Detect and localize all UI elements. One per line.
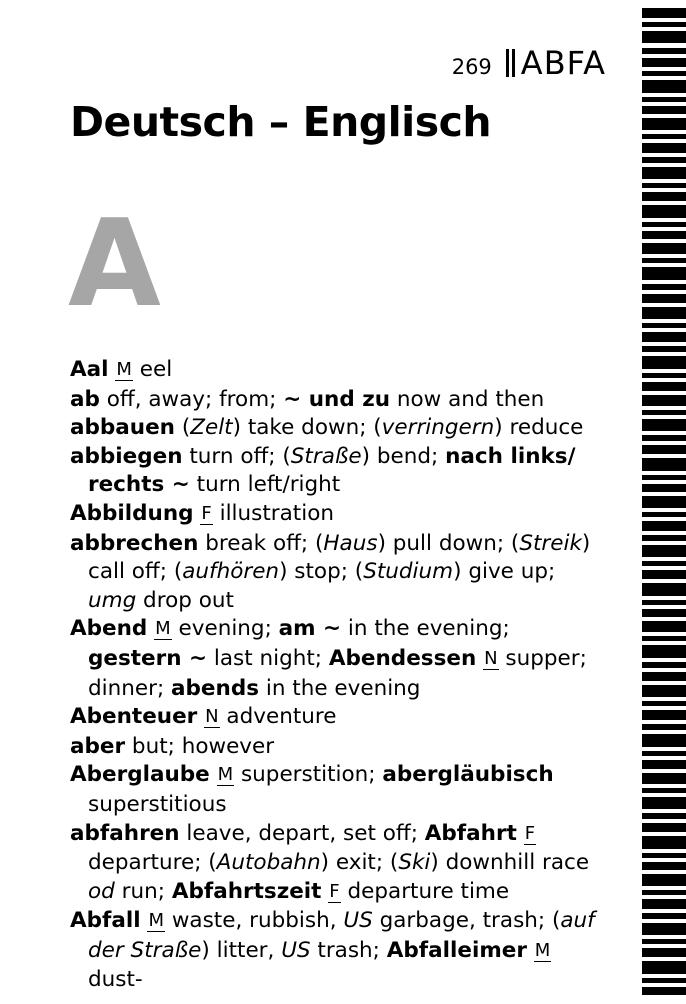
thumb-index-stripe (642, 978, 686, 983)
thumb-index-stripe (642, 323, 686, 328)
thumb-index-stripe (642, 134, 686, 139)
gender-marker: F (329, 880, 340, 902)
dictionary-entry (70, 733, 610, 762)
thumb-index-stripe (642, 561, 686, 566)
entry-headword: Abenteuer (70, 704, 198, 730)
thumb-index-stripe (642, 609, 686, 617)
thumb-index-stripe (642, 71, 686, 76)
thumb-index-stripe (642, 258, 686, 263)
gender-marker: M (155, 618, 171, 640)
thumb-index-stripe (642, 853, 686, 858)
thumb-index-stripe (642, 823, 686, 832)
entry-text: drop out (136, 587, 234, 613)
thumb-index-stripe (642, 346, 686, 352)
thumb-index-stripe (642, 118, 686, 130)
entry-headword: nach links/ rechts ~ (88, 443, 576, 498)
dictionary-entry (70, 820, 610, 908)
thumb-index-stripe (642, 222, 686, 227)
entry-italic-label: Straße (290, 443, 362, 469)
thumb-index-stripe (642, 751, 686, 756)
dictionary-entry (70, 386, 610, 415)
entry-text: ) call off; ( (88, 530, 591, 585)
entry-headword: Aberglaube (70, 762, 210, 788)
thumb-index-stripe (642, 243, 686, 254)
thumb-index-stripe (642, 48, 686, 54)
entry-headword: abbiegen (70, 443, 183, 469)
entry-headword: am ~ (278, 616, 342, 642)
thumb-index-stripe (642, 797, 686, 809)
entry-headword: aber (70, 733, 126, 759)
thumb-index-stripe (642, 58, 686, 67)
entry-italic-label: aufhören (182, 559, 280, 585)
thumb-index-stripe (642, 22, 686, 27)
thumb-index-stripe (642, 80, 686, 93)
entry-text: run; (114, 878, 172, 904)
thumb-index-stripe (642, 874, 686, 886)
entry-text: turn off; ( (182, 443, 291, 469)
thumb-index-stripe (642, 987, 686, 995)
entry-headword: Abbildung (70, 500, 194, 526)
running-head: ABFA (520, 44, 606, 82)
entry-italic-label: Ski (398, 850, 431, 876)
gender-marker: F (524, 822, 536, 844)
entry-text: trash; (310, 937, 387, 963)
thumb-index-stripe (642, 106, 686, 114)
entry-text: garbage, trash; ( (372, 908, 561, 934)
entry-text: adventure (219, 704, 337, 730)
entry-text: ) reduce (494, 415, 584, 441)
thumb-index-stripe (642, 382, 686, 391)
thumb-index-stripe (642, 701, 686, 706)
gender-marker: M (148, 910, 165, 932)
thumb-index-stripe (642, 788, 686, 793)
entry-headword: Aal (70, 357, 109, 382)
page-header (60, 44, 606, 86)
dictionary-entry (70, 615, 610, 703)
entry-headword: gestern ~ (88, 645, 208, 671)
thumb-index-stripe (642, 583, 686, 596)
entry-headword: Abfall (70, 908, 141, 934)
thumb-index-stripe (642, 475, 686, 480)
thumb-index-stripe (642, 899, 686, 909)
thumb-index-stripe (642, 734, 686, 747)
entry-text: off, away; from; (99, 386, 284, 412)
entry-text: ( (175, 415, 191, 441)
thumb-index-stripe (642, 836, 686, 849)
gender-marker: M (217, 764, 234, 786)
entry-text: break off; ( (198, 530, 324, 556)
entry-text: leave, depart, set off; (179, 820, 425, 846)
thumb-index-stripe (642, 332, 686, 342)
thumb-index-stripe (642, 662, 686, 668)
thumb-index-stripe (642, 685, 686, 697)
thumb-index-stripe (642, 8, 686, 18)
entry-italic-label: umg (88, 587, 137, 613)
thumb-index-stripe (642, 294, 686, 303)
thumb-index-stripe (642, 535, 686, 541)
entry-text: ) exit; ( (320, 850, 399, 876)
thumb-index-stripe (642, 157, 686, 163)
entry-italic-label: auf der Straße (88, 908, 595, 963)
entry-text: in the evening; (341, 616, 510, 642)
entry-text: ) pull down; ( (377, 530, 520, 556)
thumb-index-stripe (642, 97, 686, 102)
gender-marker: M (116, 359, 132, 380)
entry-text: supper; dinner; (88, 645, 587, 701)
dictionary-entry (70, 761, 610, 819)
entry-headword: abbrechen (70, 530, 199, 556)
thumb-index-stripe (642, 356, 686, 369)
thumb-index-stripe (642, 512, 686, 517)
thumb-index-stripe (642, 710, 686, 720)
entry-headword: abfahren (70, 820, 180, 846)
thumb-index-stripe (642, 939, 686, 944)
entry-italic-label: Autobahn (216, 850, 321, 876)
thumb-index-stripe (642, 961, 686, 974)
section-letter: A (68, 195, 161, 334)
entry-text: ) take down; ( (232, 415, 382, 441)
dictionary-entry (70, 443, 610, 500)
thumb-index-stripe (642, 600, 686, 605)
entry-text: turn left/right (189, 472, 341, 498)
entry-text: superstitious (88, 791, 227, 817)
entry-italic-label: Studium (363, 559, 454, 585)
thumb-index-stripe (642, 395, 686, 406)
dictionary-entry (70, 356, 610, 386)
thumb-index-stripe (642, 645, 686, 658)
double-rule-icon (506, 49, 509, 77)
gender-marker: M (534, 939, 551, 961)
entry-text: ) give up; (453, 559, 556, 585)
entry-italic-label: US (343, 908, 373, 934)
thumb-index-stripe (642, 773, 686, 784)
page-title: Deutsch – Englisch (70, 98, 492, 146)
thumb-index-stripe (642, 636, 686, 641)
entry-italic-label: US (281, 937, 311, 963)
thumb-index-stripe (642, 521, 686, 531)
entry-text: but; however (125, 733, 275, 759)
entry-text: departure; ( (88, 850, 217, 876)
entry-text: dust- (88, 967, 143, 993)
thumb-index-stripes (642, 8, 686, 996)
entry-italic-label: Zelt (190, 415, 233, 441)
entry-headword: Abfahrtszeit (171, 878, 322, 904)
thumb-index-stripe (642, 419, 686, 431)
thumb-index-stripe (642, 183, 686, 188)
entry-headword: Abend (70, 616, 148, 642)
entry-text: evening; (171, 616, 279, 642)
entry-text: illustration (212, 500, 334, 526)
entry-text: eel (132, 357, 173, 382)
thumb-index-stripe (642, 267, 686, 280)
entry-list (70, 356, 610, 995)
dictionary-entry (70, 530, 610, 616)
thumb-index-stripe (642, 143, 686, 153)
thumb-index-stripe (642, 284, 686, 290)
entry-italic-label: verringern (381, 415, 495, 441)
thumb-index-stripe (642, 724, 686, 730)
entry-text (517, 821, 524, 846)
thumb-index-stripe (642, 410, 686, 415)
thumb-index-stripe (642, 621, 686, 632)
entry-italic-label: Haus (323, 530, 378, 556)
entry-text: ) downhill race (430, 850, 590, 876)
folio-number: 269 (451, 55, 492, 79)
entry-headword: abergläubisch (382, 762, 554, 788)
entry-headword: Abendessen (328, 645, 477, 671)
thumb-index-stripe (642, 890, 686, 895)
dictionary-entry (70, 703, 610, 733)
entry-text: departure time (340, 878, 510, 904)
entry-text: waste, rubbish, (165, 908, 344, 934)
thumb-index-stripe (642, 231, 686, 239)
thumb-index (638, 0, 686, 1004)
entry-headword: Abfahrt (424, 820, 517, 846)
gender-marker: N (205, 706, 219, 728)
entry-text: superstition; (234, 762, 383, 788)
entry-italic-label: od (88, 878, 115, 904)
gender-marker: N (484, 647, 498, 669)
thumb-index-stripe (642, 31, 686, 43)
dictionary-entry (70, 414, 610, 443)
entry-headword: abbauen (70, 415, 175, 441)
dictionary-entry (70, 907, 610, 995)
entry-headword: ~ und zu (283, 386, 391, 412)
entry-text (210, 762, 217, 787)
entry-text: ) stop; ( (279, 559, 364, 585)
thumb-index-stripe (642, 167, 686, 179)
thumb-index-stripe (642, 760, 686, 769)
thumb-index-stripe (642, 192, 686, 201)
thumb-index-stripe (642, 672, 686, 681)
entry-text: now and then (390, 386, 545, 412)
thumb-index-stripe (642, 445, 686, 454)
entry-text: in the evening (259, 675, 421, 701)
thumb-index-stripe (642, 570, 686, 579)
entry-headword: Abfalleimer (386, 937, 527, 963)
thumb-index-stripe (642, 307, 686, 319)
thumb-index-stripe (642, 458, 686, 471)
thumb-index-stripe (642, 496, 686, 508)
thumb-index-stripe (642, 862, 686, 870)
thumb-index-stripe (642, 435, 686, 441)
thumb-index-stripe (642, 484, 686, 492)
thumb-index-stripe (642, 813, 686, 819)
thumb-index-stripe (642, 923, 686, 935)
thumb-index-stripe (642, 205, 686, 218)
thumb-index-stripe (642, 373, 686, 378)
entry-text (527, 938, 534, 963)
gender-marker: F (201, 502, 212, 524)
entry-text: ) bend; (361, 443, 446, 469)
entry-text: ) litter, (201, 937, 282, 963)
thumb-index-stripe (642, 913, 686, 919)
thumb-index-stripe (642, 545, 686, 557)
entry-headword: ab (70, 386, 100, 412)
thumb-index-stripe (642, 948, 686, 957)
entry-text: last night; (207, 645, 329, 671)
dictionary-entry (70, 500, 610, 530)
entry-headword: abends (171, 675, 260, 701)
entry-italic-label: Streik (519, 530, 582, 556)
